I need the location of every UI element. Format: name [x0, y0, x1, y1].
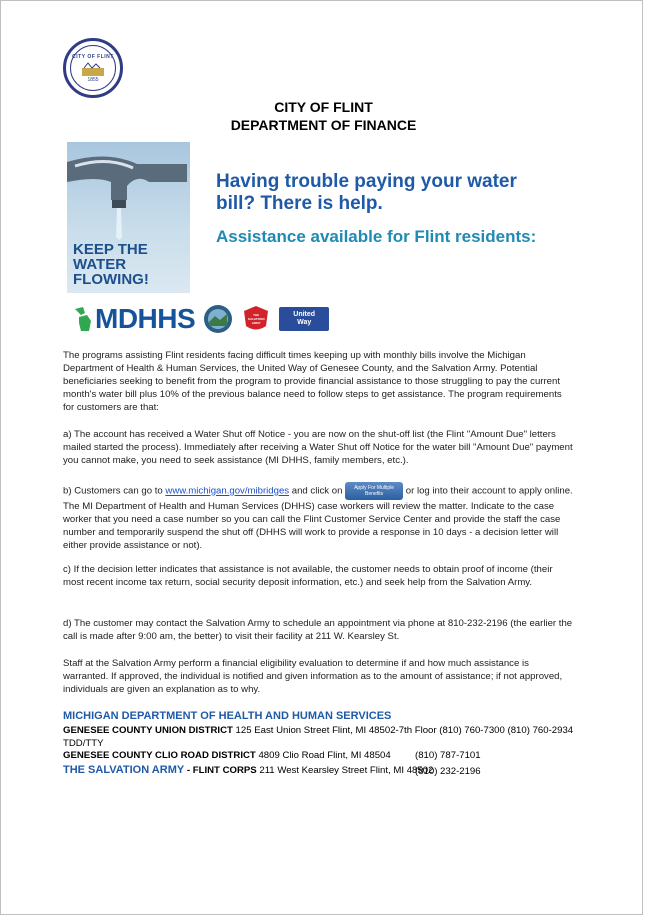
agency-seal-icon	[203, 304, 233, 334]
union-district-contact	[63, 725, 583, 736]
subheadline: Assistance available for Flint residents:	[216, 227, 537, 246]
united-way-logo	[279, 307, 329, 331]
clio-district-info: 4809 Clio Road Flint, MI 48504	[255, 750, 391, 761]
page-title-city: CITY OF FLINT	[274, 99, 373, 115]
step-d-paragraph: d) The customer may contact the Salvation Army to schedule an appointment via phone at 810-232-2196 (the earlier the call is made after 9:00 am, the better) to visit their facility at 211 W. Kearsley St.	[63, 618, 573, 642]
salvation-army-logo	[241, 304, 271, 334]
headline: Having trouble paying your water bill? There is help.	[216, 171, 517, 214]
salvation-army-name: THE SALVATION ARMY	[63, 764, 185, 776]
step-b-paragraph	[63, 482, 573, 552]
salvation-army-info: 211 West Kearsley Street Flint, MI 48502	[256, 765, 434, 776]
mdhhs-contact-heading: MICHIGAN DEPARTMENT OF HEALTH AND HUMAN SERVICES	[63, 710, 392, 722]
step-b-mid: and click on	[289, 485, 346, 497]
salvation-army-phone: (810) 232-2196	[415, 766, 481, 777]
union-district-info: 125 East Union Street Flint, MI 48502-7th Floor (810) 760-7300 (810) 760-2934	[232, 725, 574, 736]
seal-emblem-icon	[82, 62, 104, 76]
page-title-department: DEPARTMENT OF FINANCE	[230, 117, 417, 133]
city-seal-logo	[63, 38, 123, 98]
seal-year: 1855	[87, 76, 99, 83]
clio-district-name: GENESEE COUNTY CLIO ROAD DISTRICT	[63, 750, 256, 761]
tdd-label: TDD/TTY	[63, 738, 104, 749]
closing-paragraph: Staff at the Salvation Army perform a financial eligibility evaluation to determine if and how much assistance is warranted. If approved, the individual is notified and given information as to the amount of assistance; if not approved, individuals are given an explanation as to why.	[63, 658, 563, 695]
partner-logos	[71, 299, 329, 339]
salvation-army-corps: - FLINT CORPS	[184, 765, 257, 776]
mdhhs-logo	[71, 303, 195, 335]
seal-text: CITY OF FLINT	[72, 53, 114, 60]
step-b-rest: or log into their account to apply online. The MI Department of Health and Human Services (DHHS) case workers will review the matter. Indicate to the case worker that you need a case number so you can call the Flint Customer Service Center and provide the staff the case number and temporarily suspend the shut off (DHHS will work to provide a response in 10 days - a decision letter will either provide assistance or not).	[63, 485, 573, 551]
intro-paragraph: The programs assisting Flint residents facing difficult times keeping up with monthly bills involve the Michigan Department of Health & Human Services, the United Way of Genesee County, and the Salvation Army. Potential beneficiaries seeking to benefit from the program to provide financial assistance to those struggling to pay the current month's water bill plus 10% of the previous balance need to follow steps to get assistance. The program requirements for customers are that:	[63, 350, 562, 413]
michigan-map-icon	[71, 305, 95, 333]
apply-for-benefits-button[interactable]: Apply For Multiple Benefits	[345, 482, 403, 500]
step-c-paragraph: c) If the decision letter indicates that assistance is not available, the customer needs to obtain proof of income (their most recent income tax return, social security deposit information, etc.) and seek help from the Salvation Army.	[63, 564, 553, 588]
union-district-name: GENESEE COUNTY UNION DISTRICT	[63, 725, 233, 736]
keep-water-flowing-slogan: KEEP THE WATER FLOWING!	[73, 241, 149, 288]
water-faucet-image	[67, 142, 190, 293]
step-b-prefix: b) Customers can go to	[63, 485, 166, 497]
clio-district-contact	[63, 750, 583, 761]
mdhhs-logo-text: MDHHS	[95, 303, 196, 334]
clio-district-phone: (810) 787-7101	[415, 750, 481, 761]
mibridges-link[interactable]: www.michigan.gov/mibridges	[165, 485, 290, 497]
salvation-army-contact	[63, 764, 583, 776]
salvation-army-logo-text: THE SALVATION ARMY	[247, 313, 265, 325]
step-a-paragraph: a) The account has received a Water Shut off Notice - you are now on the shut-off list (the Flint "Amount Due" letters mailed started the process). Immediately after receiving a Water Shut off Notice for the water bill "Amount Due" payment you cannot make, you need to seek assistance (MI DHHS, family members, etc.).	[63, 429, 573, 466]
united-way-logo-text: United Way	[293, 311, 316, 326]
